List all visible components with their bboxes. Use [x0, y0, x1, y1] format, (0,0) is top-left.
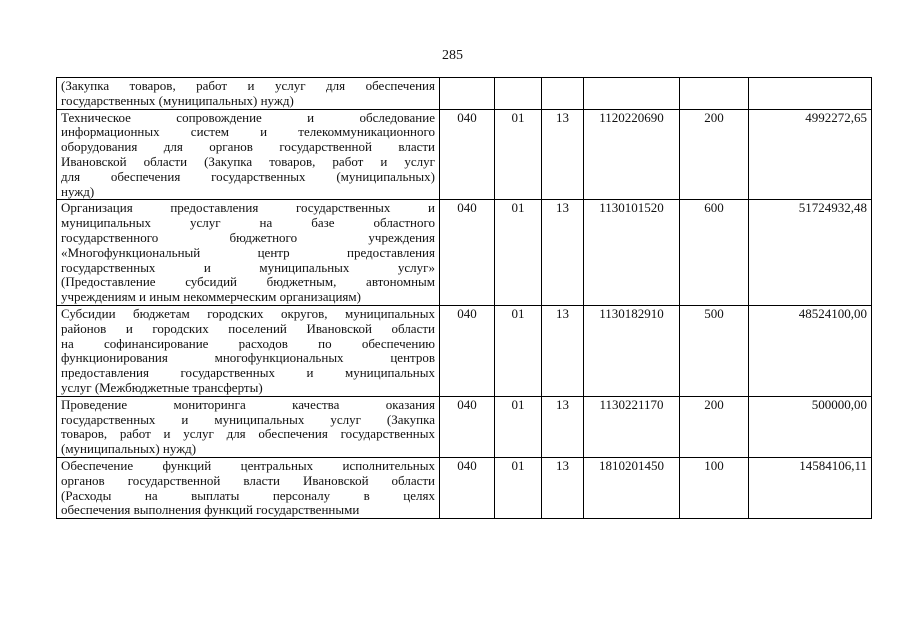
cell-gr: 040 [440, 305, 495, 396]
cell-csr [584, 78, 680, 110]
description-line: «Многофункциональный центр предоставления [61, 244, 435, 260]
table-row [57, 305, 872, 396]
cell-rz [495, 78, 542, 110]
table-row [57, 200, 872, 306]
cell-rz: 01 [495, 109, 542, 200]
cell-pr: 13 [542, 305, 584, 396]
description-line: информационных систем и телекоммуникационного [61, 124, 435, 140]
cell-sum: 4992272,65 [749, 109, 872, 200]
description-line: на софинансирование расходов по обеспечению [61, 335, 435, 351]
description-line: (Расходы на выплаты персоналу в целях [61, 487, 435, 503]
description-line: услуг (Межбюджетные трансферты) [61, 379, 263, 395]
cell-vr: 200 [680, 109, 749, 200]
cell-description [57, 109, 440, 200]
description-line: Организация предоставления государственных и [61, 200, 435, 216]
cell-csr: 1130182910 [584, 305, 680, 396]
budget-table [56, 77, 872, 519]
cell-pr [542, 78, 584, 110]
cell-sum [749, 78, 872, 110]
table-body [57, 78, 872, 519]
cell-gr: 040 [440, 109, 495, 200]
cell-rz: 01 [495, 457, 542, 518]
cell-sum: 14584106,11 [749, 457, 872, 518]
cell-vr: 500 [680, 305, 749, 396]
cell-description [57, 396, 440, 457]
cell-description [57, 305, 440, 396]
cell-rz: 01 [495, 305, 542, 396]
description-line: Техническое сопровождение и обследование [61, 109, 435, 125]
cell-vr: 200 [680, 396, 749, 457]
cell-csr: 1130101520 [584, 200, 680, 306]
cell-pr: 13 [542, 200, 584, 306]
cell-csr: 1810201450 [584, 457, 680, 518]
description-line: (Предоставление субсидий бюджетным, автономным [61, 274, 435, 290]
cell-description [57, 78, 440, 110]
page-number: 285 [442, 48, 463, 63]
cell-pr: 13 [542, 109, 584, 200]
description-line: государственного бюджетного учреждения [61, 229, 435, 245]
description-line: для обеспечения государственных (муниципальных) [61, 168, 435, 184]
description-line: Субсидии бюджетам городских округов, муниципальных [61, 305, 435, 321]
table-row [57, 457, 872, 518]
description-line: (Закупка товаров, работ и услуг для обеспечения [61, 78, 435, 93]
description-line: государственных и муниципальных услуг» [61, 259, 435, 275]
table-row [57, 396, 872, 457]
cell-description [57, 457, 440, 518]
cell-vr: 100 [680, 457, 749, 518]
description-line: учреждениям и иным некоммерческим организациям) [61, 289, 361, 305]
cell-vr [680, 78, 749, 110]
cell-gr: 040 [440, 200, 495, 306]
description-line: Проведение мониторинга качества оказания [61, 396, 435, 412]
cell-pr: 13 [542, 396, 584, 457]
description-line: функционирования многофункциональных центров [61, 350, 435, 366]
table-row [57, 109, 872, 200]
cell-sum: 51724932,48 [749, 200, 872, 306]
cell-gr [440, 78, 495, 110]
cell-sum: 500000,00 [749, 396, 872, 457]
description-line: муниципальных услуг на базе областного [61, 215, 435, 231]
cell-csr: 1130221170 [584, 396, 680, 457]
cell-csr: 1120220690 [584, 109, 680, 200]
description-line: органов государственной власти Ивановской области [61, 472, 435, 488]
description-line: обеспечения выполнения функций государственными [61, 502, 360, 518]
cell-gr: 040 [440, 396, 495, 457]
description-line: государственных и муниципальных услуг (Закупка [61, 411, 435, 427]
table-row [57, 78, 872, 110]
cell-description [57, 200, 440, 306]
description-line: районов и городских поселений Ивановской области [61, 320, 435, 336]
cell-rz: 01 [495, 396, 542, 457]
description-line: государственных (муниципальных) нужд) [61, 92, 294, 108]
cell-sum: 48524100,00 [749, 305, 872, 396]
cell-rz: 01 [495, 200, 542, 306]
cell-vr: 600 [680, 200, 749, 306]
cell-gr: 040 [440, 457, 495, 518]
cell-pr: 13 [542, 457, 584, 518]
description-line: нужд) [61, 183, 95, 199]
description-line: предоставления государственных и муниципальных [61, 365, 435, 381]
description-line: товаров, работ и услуг для обеспечения государственных [61, 426, 435, 442]
description-line: оборудования для органов государственной власти [61, 139, 435, 155]
description-line: Обеспечение функций центральных исполнительных [61, 457, 435, 473]
description-line: (муниципальных) нужд) [61, 441, 197, 457]
description-line: Ивановской области (Закупка товаров, работ и услуг [61, 153, 435, 169]
